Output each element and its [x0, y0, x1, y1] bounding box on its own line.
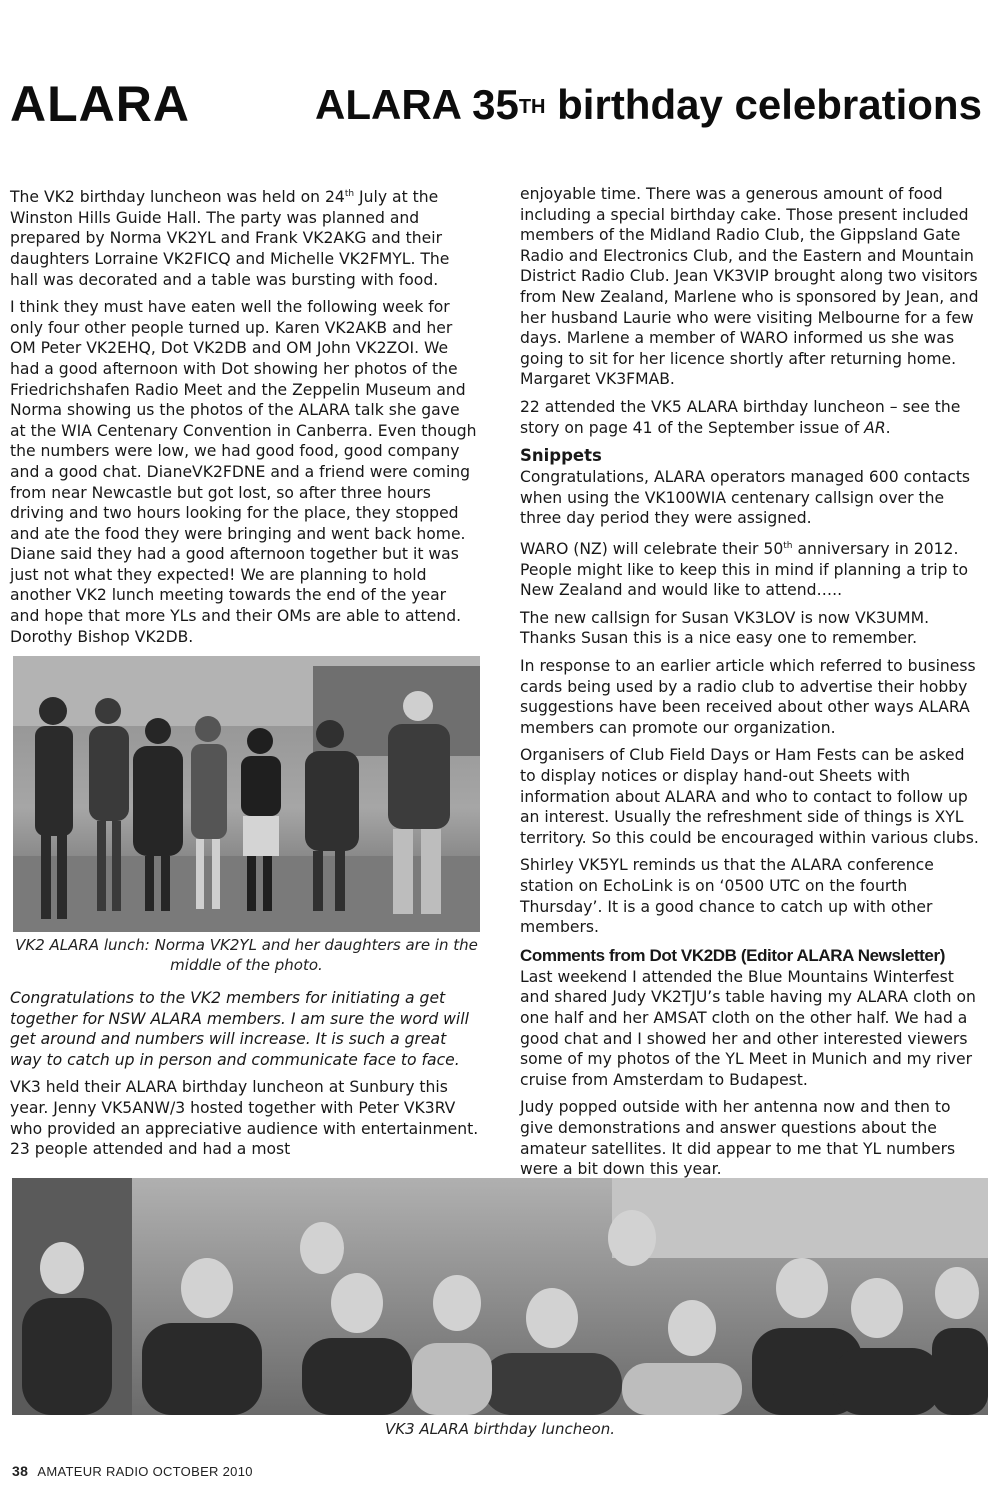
snippets-heading: Snippets: [520, 446, 602, 466]
paragraph: The VK2 birthday luncheon was held on 24th July at the Winston Hills Guide Hall. The party was planned and prepared by Norma VK2YL and Frank VK2AKG and their daughters Lorraine VK2FICQ and Michelle VK2FMYL. The hall was decorated and a table was bursting with food.: [10, 188, 450, 289]
vk2-lunch-photo: [13, 656, 480, 932]
paragraph: Judy popped outside with her antenna now and then to give demonstrations and answer questions about the amateur satellites. It did appear to me that YL numbers were a bit down this year.: [520, 1098, 956, 1179]
paragraph: 22 attended the VK5 ALARA birthday luncheon – see the story on page 41 of the September issue of AR.: [520, 397, 961, 437]
paragraph: Congratulations to the VK2 members for initiating a get together for NSW ALARA members. I am sure the word will get around and numbers will increase. It is such a great way to catch up in person and communicate face to face.: [10, 989, 469, 1069]
vk3-luncheon-photo: [12, 1178, 988, 1415]
paragraph: Organisers of Club Field Days or Ham Fests can be asked to display notices or display hand-out Sheets with information about ALARA and who to contact to follow up an interest. Usually the refreshment side of things is XYL territory. So this could be encouraged within various clubs.: [520, 746, 979, 847]
comments-heading: Comments from Dot VK2DB (Editor ALARA Newsletter): [520, 945, 945, 965]
paragraph: VK3 held their ALARA birthday luncheon at Sunbury this year. Jenny VK5ANW/3 hosted together with Peter VK3RV who provided an appreciative audience with entertainment. 23 people attended and had a most: [10, 1078, 479, 1159]
photo-caption: VK3 ALARA birthday luncheon.: [385, 1420, 615, 1438]
page-number: 38: [12, 1463, 29, 1479]
paragraph: WARO (NZ) will celebrate their 50th anniversary in 2012. People might like to keep this in mind if planning a trip to New Zealand and would like to attend…..: [520, 540, 969, 600]
publication-info: AMATEUR RADIO OCTOBER 2010: [37, 1464, 253, 1479]
paragraph: In response to an earlier article which referred to business cards being used by a radio club to advertise their hobby suggestions have been received about other ways ALARA members can promote our organization.: [520, 657, 976, 737]
paragraph: The new callsign for Susan VK3LOV is now VK3UMM. Thanks Susan this is a nice easy one to remember.: [520, 608, 930, 648]
paragraph: I think they must have eaten well the following week for only four other people turned up. Karen VK2AKB and her OM Peter VK2EHQ, Dot VK2DB and OM John VK2ZOI. We had a good afternoon with Dot showing her photos of the Friedrichshafen Radio Meet and the Zeppelin Museum and Norma showing us the photos of the ALARA talk she gave at the WIA Centenary Convention in Canberra. Even though the numbers were low, we had good food, good company and a good chat. DianeVK2FDNE and a friend were coming from near Newcastle but got lost, so after three hours driving and two hours looking for the place, they stopped and ate the food they were bringing and went back home. Diane said they had a good afternoon together but it was just not what they expected! We are planning to hold another VK2 lunch meeting towards the end of the year and hope that more YLs and their OMs are able to attend. Dorothy Bishop VK2DB.: [10, 298, 477, 646]
section-label: ALARA: [10, 76, 190, 132]
paragraph: Shirley VK5YL reminds us that the ALARA conference station on EchoLink is on ‘0500 UTC on the fourth Thursday’. It is a good chance to catch up with other members.: [520, 856, 934, 937]
photo-caption: VK2 ALARA lunch: Norma VK2YL and her daughters are in the middle of the photo.: [15, 936, 478, 974]
paragraph: enjoyable time. There was a generous amount of food including a special birthday cake. Those present included members of the Midland Radio Club, the Gippsland Gate Radio and Electronics Club, and the Eastern and Mountain District Radio Club. Jean VK3VIP brought along two visitors from New Zealand, Marlene who is sponsored by Jean, and her husband Laurie who were visiting Melbourne for a few days. Marlene a member of WARO informed us she was going to sit for her licence shortly after returning home. Margaret VK3FMAB.: [520, 185, 979, 389]
right-column: [520, 184, 985, 1187]
paragraph: Congratulations, ALARA operators managed 600 contacts when using the VK100WIA centenary callsign over the three day period they were assigned.: [520, 468, 971, 528]
paragraph: Last weekend I attended the Blue Mountains Winterfest and shared Judy VK2TJU’s table having my ALARA cloth on one half and her AMSAT cloth on the other half. We had a good chat and I showed her and other interested viewers some of my photos of the YL Meet in Munich and my river cruise from Amsterdam to Budapest.: [520, 967, 976, 1089]
left-column-lower: [10, 988, 480, 1167]
left-column-upper: [10, 184, 480, 654]
page-footer: [12, 1463, 253, 1479]
article-headline: ALARA 35TH birthday celebrations: [315, 81, 982, 128]
